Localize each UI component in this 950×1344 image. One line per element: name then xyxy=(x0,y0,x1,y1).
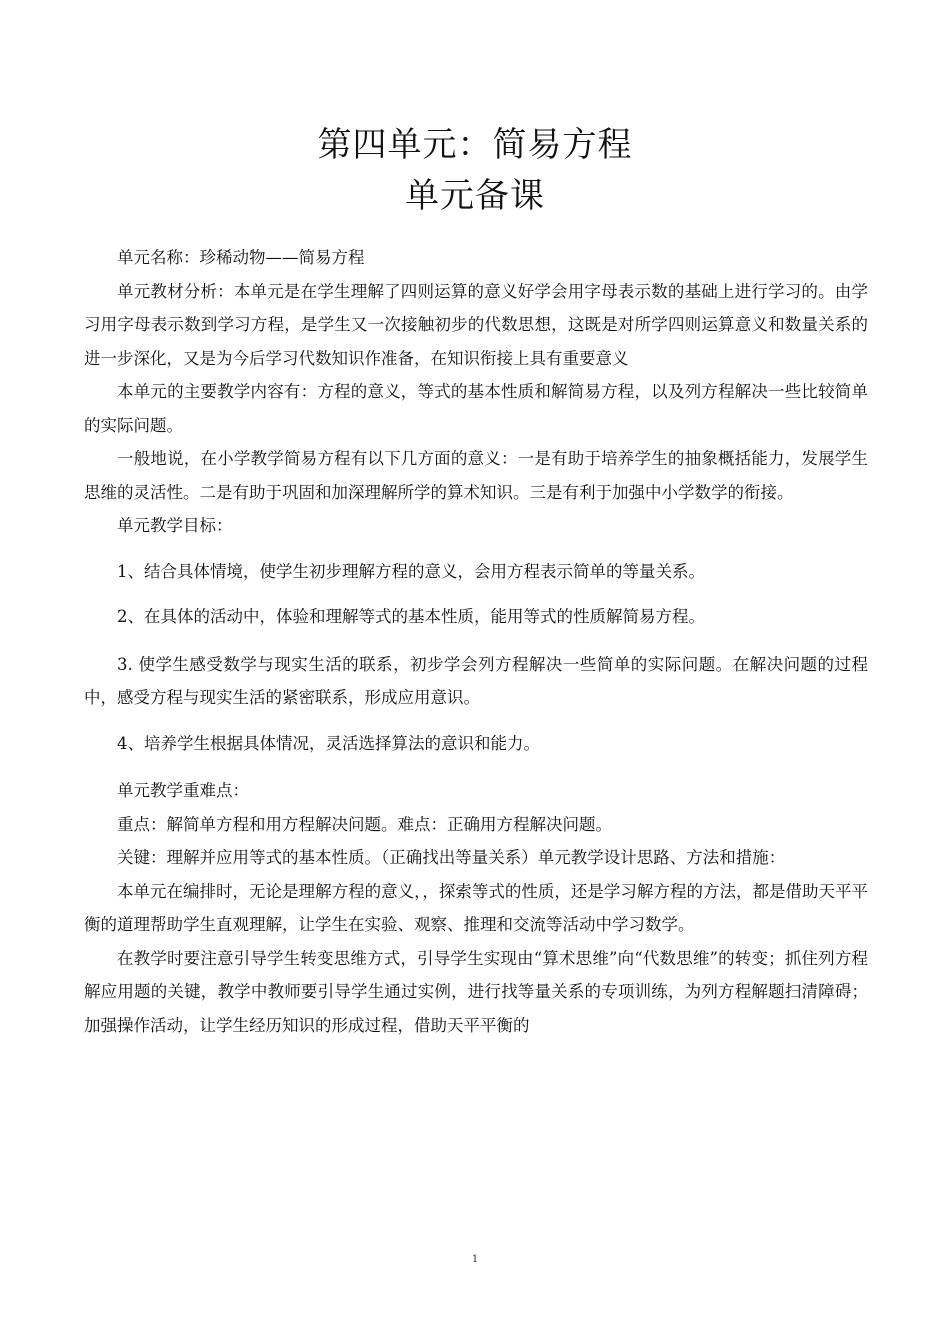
key-link-paragraph: 关键：理解并应用等式的基本性质。（正确找出等量关系）单元教学设计思路、方法和措施： xyxy=(117,848,786,867)
unit-subtitle: 单元备课 xyxy=(405,176,545,216)
unit-name-paragraph: 单元名称：珍稀动物——简易方程 xyxy=(117,248,365,267)
material-analysis-paragraph: 单元教材分析：本单元是在学生理解了四则运算的意义好学会用字母表示数的基础上进行学习的。由学习用字母表示数到学习方程，是学生又一次接触初步的代数思想，这既是对所学四则运算意义和数量关系的进一步深化，又是为今后学习代数知识作准备，在知识衔接上具有重要意义 xyxy=(84,281,868,368)
key-points-heading: 单元教学重难点： xyxy=(117,781,249,800)
main-content-paragraph: 本单元的主要教学内容有：方程的意义，等式的基本性质和解简易方程，以及列方程解决一些比较简单的实际问题。 xyxy=(84,382,868,435)
significance-paragraph: 一般地说，在小学教学简易方程有以下几方面的意义：一是有助于培养学生的抽象概括能力，发展学生思维的灵活性。二是有助于巩固和加深理解所学的算术知识。三是有利于加强中小学数学的衔接。 xyxy=(84,449,868,502)
objective-item-1: 1、结合具体情境，使学生初步理解方程的意义，会用方程表示简单的等量关系。 xyxy=(117,561,705,581)
key-points-paragraph: 重点：解简单方程和用方程解决问题。难点：正确用方程解决问题。 xyxy=(117,814,612,834)
document-body xyxy=(84,241,868,1042)
objectives-heading: 单元教学目标： xyxy=(117,516,233,535)
objective-item-3: 3. 使学生感受数学与现实生活的联系，初步学会列方程解决一些简单的实际问题。在解决问题的过程中，感受方程与现实生活的紧密联系，形成应用意识。 xyxy=(84,654,868,707)
objective-item-4: 4、培养学生根据具体情况，灵活选择算法的意识和能力。 xyxy=(117,733,540,753)
design-approach-paragraph: 本单元在编排时，无论是理解方程的意义，，探索等式的性质，还是学习解方程的方法，都是借助天平平衡的道理帮助学生直观理解，让学生在实验、观察、推理和交流等活动中学习数学。 xyxy=(84,881,868,934)
objective-item-2: 2、在具体的活动中，体验和理解等式的基本性质，能用等式的性质解简易方程。 xyxy=(117,607,705,626)
page-number: 1 xyxy=(471,1254,479,1265)
unit-title: 第四单元：简易方程 xyxy=(317,125,633,165)
teaching-notes-paragraph: 在教学时要注意引导学生转变思维方式，引导学生实现由“算术思维”向“代数思维”的转变；抓住列方程解应用题的关键，教学中教师要引导学生通过实例，进行找等量关系的专项训练，为列方程解题扫清障碍；加强操作活动，让学生经历知识的形成过程，借助天平平衡的 xyxy=(84,948,868,1035)
